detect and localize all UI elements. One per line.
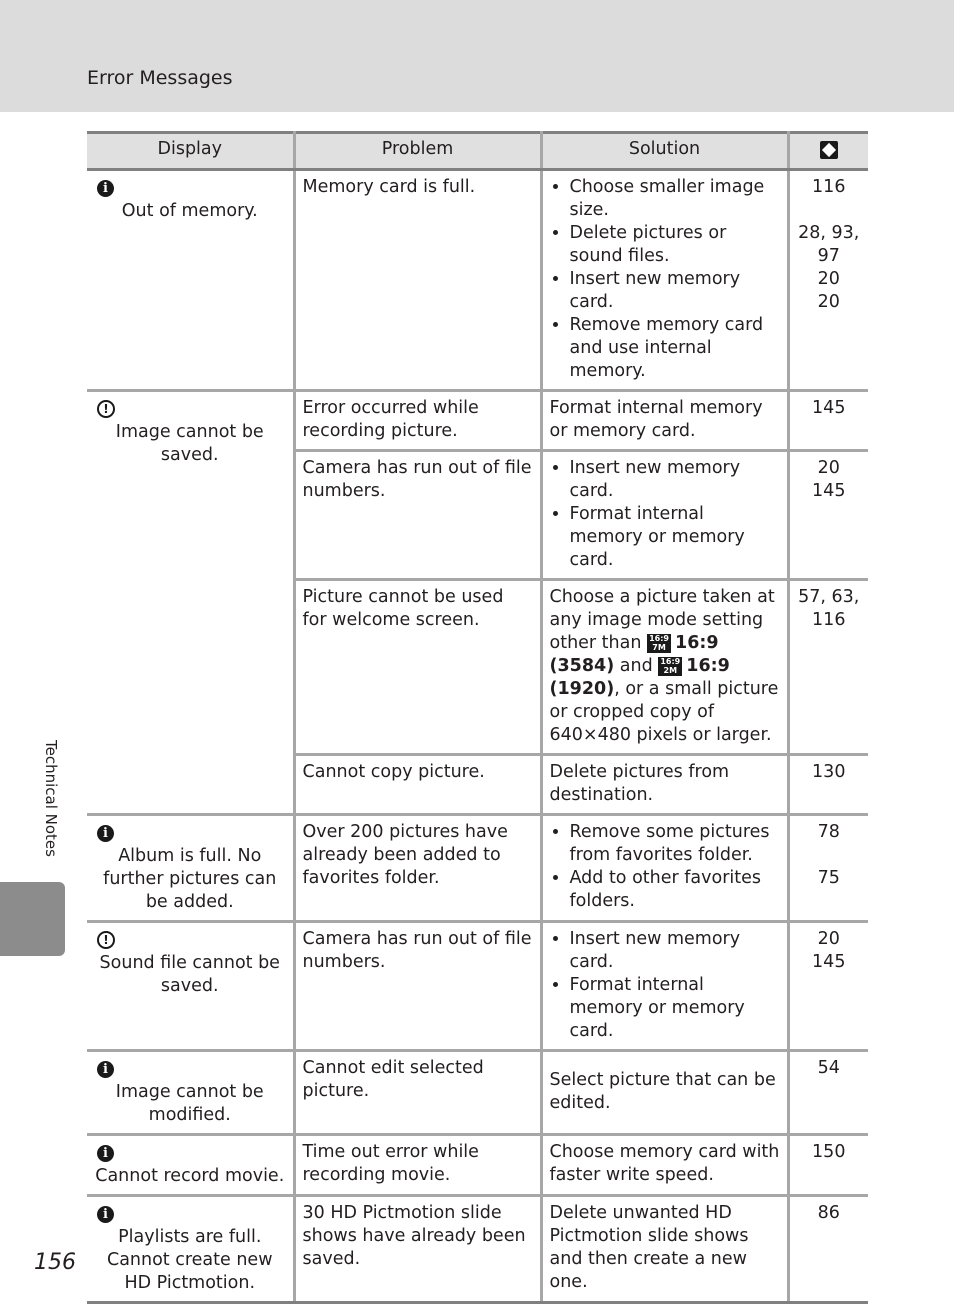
error-message: Out of memory. (121, 201, 258, 221)
display-cell (87, 1135, 294, 1196)
page-ref: 20 (817, 929, 840, 949)
solution-cell: Choose memory card with faster write speed. (541, 1135, 788, 1196)
solution-cell (541, 815, 788, 922)
info-icon: i (97, 1061, 114, 1078)
column-header-problem: Problem (294, 133, 541, 170)
page-ref: 86 (788, 1196, 868, 1303)
reference-cell (788, 170, 868, 391)
solution-item: • Remove some pictures from favorites folder. (570, 821, 780, 867)
column-header-solution: Solution (541, 133, 788, 170)
page-ref: 97 (817, 246, 840, 266)
solution-text: Choose a picture taken at any image mode setting other than (549, 587, 775, 653)
problem-cell: Picture cannot be used for welcome screen. (294, 580, 541, 755)
error-message: Playlists are full. Cannot create new HD Pictmotion. (106, 1227, 273, 1293)
page-ref: 20 (817, 458, 840, 478)
table-row (87, 391, 868, 451)
table-header-row (87, 133, 868, 170)
display-cell (87, 170, 294, 391)
solution-cell (541, 580, 788, 755)
image-mode-label: 16:9 (3584) (549, 633, 719, 676)
side-tab-label: Technical Notes (42, 740, 60, 857)
error-message: Album is full. No further pictures can be added. (103, 846, 277, 912)
problem-cell: 30 HD Pictmotion slide shows have already been saved. (294, 1196, 541, 1303)
solution-item: • Choose smaller image size. (570, 176, 780, 222)
error-message: Cannot record movie. (95, 1166, 285, 1186)
reference-cell (788, 580, 868, 755)
solution-text: and (619, 656, 653, 676)
page-ref: 20 (817, 292, 840, 312)
solution-cell: Format internal memory or memory card. (541, 391, 788, 451)
table-row (87, 170, 868, 391)
solution-item: • Add to other favorites folders. (570, 867, 780, 913)
display-cell (87, 391, 294, 815)
reference-cell (788, 922, 868, 1051)
solution-cell (541, 170, 788, 391)
display-cell (87, 1051, 294, 1135)
table-row (87, 922, 868, 1051)
problem-cell: Cannot copy picture. (294, 755, 541, 815)
header-band (0, 0, 954, 112)
warning-icon: ! (97, 400, 115, 418)
error-messages-table (87, 131, 868, 1304)
info-icon: i (97, 825, 114, 842)
page-ref: 130 (788, 755, 868, 815)
solution-item: • Insert new memory card. (570, 457, 780, 503)
page-ref: 145 (788, 391, 868, 451)
reference-cell (788, 451, 868, 580)
problem-cell: Over 200 pictures have already been added to favorites folder. (294, 815, 541, 922)
column-header-reference (788, 133, 868, 170)
page-ref: 78 (817, 822, 840, 842)
page-ref: 20 (817, 269, 840, 289)
solution-cell (541, 451, 788, 580)
solution-item: • Insert new memory card. (570, 928, 780, 974)
problem-cell: Error occurred while recording picture. (294, 391, 541, 451)
reference-cell (788, 815, 868, 922)
display-cell (87, 815, 294, 922)
solution-cell: Select picture that can be edited. (541, 1051, 788, 1135)
page-ref: 57, 63, (798, 587, 860, 607)
solution-item: • Remove memory card and use internal memory. (570, 314, 780, 383)
display-cell (87, 1196, 294, 1303)
info-icon: i (97, 180, 114, 197)
page-ref: 150 (788, 1135, 868, 1196)
table-row (87, 1196, 868, 1303)
page-ref: 54 (788, 1051, 868, 1135)
problem-cell: Camera has run out of file numbers. (294, 451, 541, 580)
solution-cell (541, 922, 788, 1051)
info-icon: i (97, 1145, 114, 1162)
problem-cell: Memory card is full. (294, 170, 541, 391)
image-mode-16x9-2m-icon: 16:9 2M (658, 657, 682, 676)
image-mode-16x9-7m-icon: 16:9 7M (647, 634, 671, 653)
problem-cell: Time out error while recording movie. (294, 1135, 541, 1196)
column-header-display: Display (87, 133, 294, 170)
problem-cell: Cannot edit selected picture. (294, 1051, 541, 1135)
page-ref: 145 (812, 952, 846, 972)
table-row (87, 1135, 868, 1196)
warning-icon: ! (97, 931, 115, 949)
table-row (87, 1051, 868, 1135)
page-ref: 116 (812, 177, 846, 197)
problem-cell: Camera has run out of file numbers. (294, 922, 541, 1051)
image-mode-label: 16:9 (1920) (549, 656, 730, 699)
table-row (87, 815, 868, 922)
error-message: Sound file cannot be saved. (99, 953, 280, 996)
solution-text: , or a small picture or cropped copy of 640×480 pixels or larger. (549, 679, 779, 745)
solution-item: • Format internal memory or memory card. (570, 503, 780, 572)
solution-item: • Insert new memory card. (570, 268, 780, 314)
side-tab-marker (0, 882, 65, 956)
info-icon: i (97, 1206, 114, 1223)
solution-cell: Delete unwanted HD Pictmotion slide shows and then create a new one. (541, 1196, 788, 1303)
solution-cell: Delete pictures from destination. (541, 755, 788, 815)
page-number: 156 (34, 1250, 76, 1275)
page-ref: 75 (817, 868, 840, 888)
reference-page-icon (820, 141, 838, 159)
solution-item: • Delete pictures or sound files. (570, 222, 780, 268)
error-message: Image cannot be modified. (115, 1082, 264, 1125)
error-message: Image cannot be saved. (115, 422, 264, 465)
solution-item: • Format internal memory or memory card. (570, 974, 780, 1043)
section-title: Error Messages (87, 67, 233, 89)
page-ref: 28, 93, (798, 223, 860, 243)
display-cell (87, 922, 294, 1051)
page-ref: 116 (812, 610, 846, 630)
page-ref: 145 (812, 481, 846, 501)
